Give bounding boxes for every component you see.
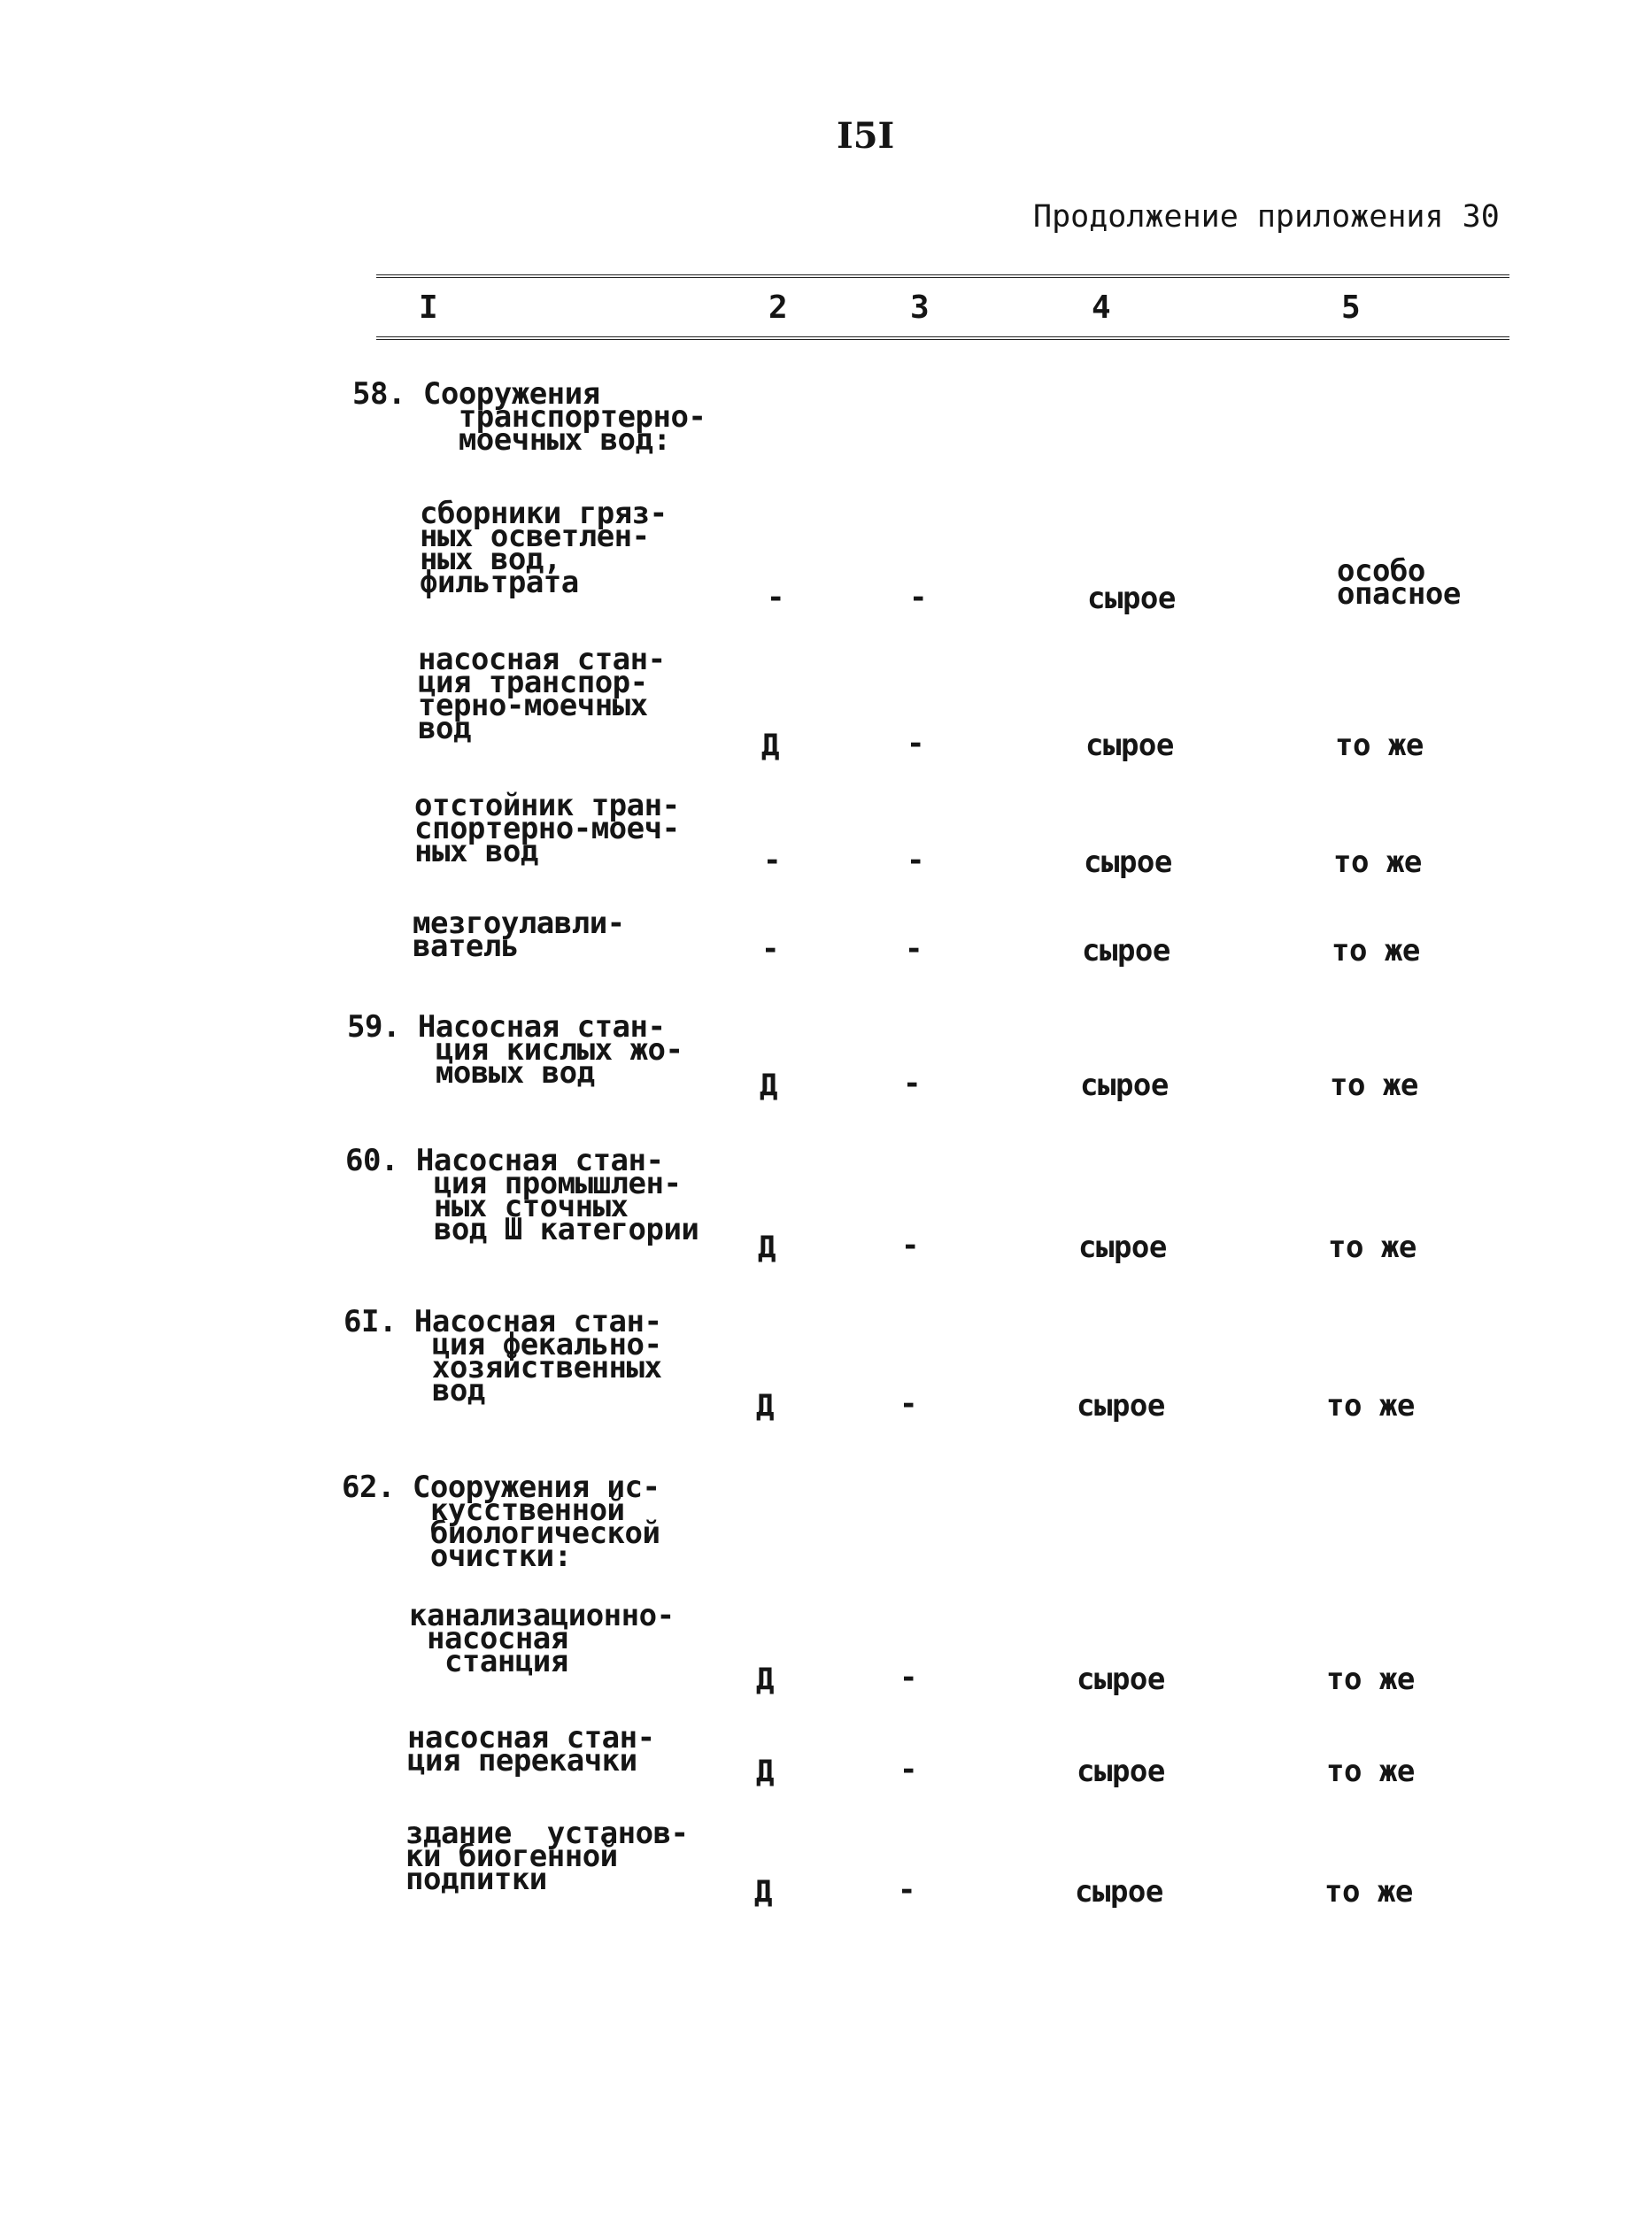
column-header-1: I — [419, 289, 438, 326]
row-59-col2: Д — [760, 1068, 777, 1103]
row-62a-col3: - — [899, 1660, 918, 1695]
continuation-caption: Продолжение приложения 30 — [1033, 199, 1500, 235]
row-58c-col5: то же — [1333, 845, 1422, 880]
column-header-2: 2 — [768, 289, 788, 326]
row-58-label: 58. Сооружения транспортерно- моечных вод: — [352, 376, 706, 458]
row-62b-col2: Д — [756, 1754, 774, 1789]
row-58b-label: насосная стан- ция транспор- терно-моечных вод — [418, 642, 666, 746]
row-58d-col3: - — [905, 931, 923, 967]
row-60-label: 60. Насосная стан- ция промышлен- ных сточных вод Ш категории — [345, 1143, 699, 1247]
row-58a-col5: особо опасное — [1337, 553, 1461, 612]
column-header-4: 4 — [1092, 289, 1111, 326]
table-top-rule — [376, 274, 1509, 280]
row-58b-col5: то же — [1335, 728, 1424, 763]
row-62b-col4: сырое — [1077, 1754, 1165, 1789]
column-header-5: 5 — [1341, 289, 1361, 326]
row-58d-col2: - — [761, 931, 780, 967]
row-61-col2: Д — [756, 1388, 774, 1424]
row-58b-col2: Д — [761, 728, 779, 763]
row-61-label: 6I. Насосная стан- ция фекально- хозяйственных вод — [344, 1304, 662, 1408]
row-61-col5: то же — [1326, 1388, 1415, 1424]
row-60-col3: - — [901, 1228, 920, 1263]
row-58d-label: мезгоулавли- ватель — [413, 906, 625, 964]
row-59-col5: то же — [1330, 1068, 1418, 1103]
row-61-col4: сырое — [1077, 1388, 1165, 1424]
row-58b-col4: сырое — [1085, 728, 1174, 763]
row-62a-col5: то же — [1326, 1662, 1415, 1697]
row-62b-col3: - — [899, 1752, 918, 1787]
row-59-col3: - — [903, 1066, 922, 1101]
row-58d-col4: сырое — [1082, 933, 1170, 968]
row-59-col4: сырое — [1080, 1068, 1169, 1103]
row-62a-col2: Д — [756, 1662, 774, 1697]
row-59-label: 59. Насосная стан- ция кислых жо- мовых вод — [347, 1009, 683, 1091]
row-62c-col4: сырое — [1075, 1874, 1163, 1910]
row-62c-col5: то же — [1324, 1874, 1413, 1910]
row-62-label: 62. Сооружения ис- кусственной биологической очистки: — [342, 1470, 660, 1574]
table-header-rule — [376, 336, 1509, 342]
row-62c-col2: Д — [754, 1874, 772, 1910]
row-58a-col3: - — [909, 580, 928, 615]
row-58c-col2: - — [763, 843, 782, 878]
page-number: I5I — [837, 115, 895, 157]
row-62a-col4: сырое — [1077, 1662, 1165, 1697]
row-58c-label: отстойник тран- спортерно-моеч- ных вод — [414, 788, 680, 869]
row-58a-col4: сырое — [1087, 581, 1176, 616]
row-58b-col3: - — [907, 726, 925, 761]
row-62b-label: насосная стан- ция перекачки — [407, 1720, 655, 1779]
row-61-col3: - — [899, 1386, 918, 1422]
row-60-col2: Д — [758, 1230, 776, 1265]
row-58c-col3: - — [907, 843, 925, 878]
column-header-3: 3 — [910, 289, 930, 326]
row-62c-col3: - — [898, 1872, 916, 1908]
row-60-col4: сырое — [1078, 1230, 1167, 1265]
row-58c-col4: сырое — [1084, 845, 1172, 880]
row-62a-label: канализационно- насосная станция — [409, 1598, 675, 1679]
row-62b-col5: то же — [1326, 1754, 1415, 1789]
row-58d-col5: то же — [1332, 933, 1420, 968]
row-62c-label: здание установ- ки биогенной подпитки — [405, 1816, 689, 1897]
row-58a-col2: - — [767, 580, 785, 615]
row-60-col5: то же — [1328, 1230, 1417, 1265]
row-58a-label: сборники гряз- ных осветлен- ных вод, фильтрата — [420, 496, 668, 600]
